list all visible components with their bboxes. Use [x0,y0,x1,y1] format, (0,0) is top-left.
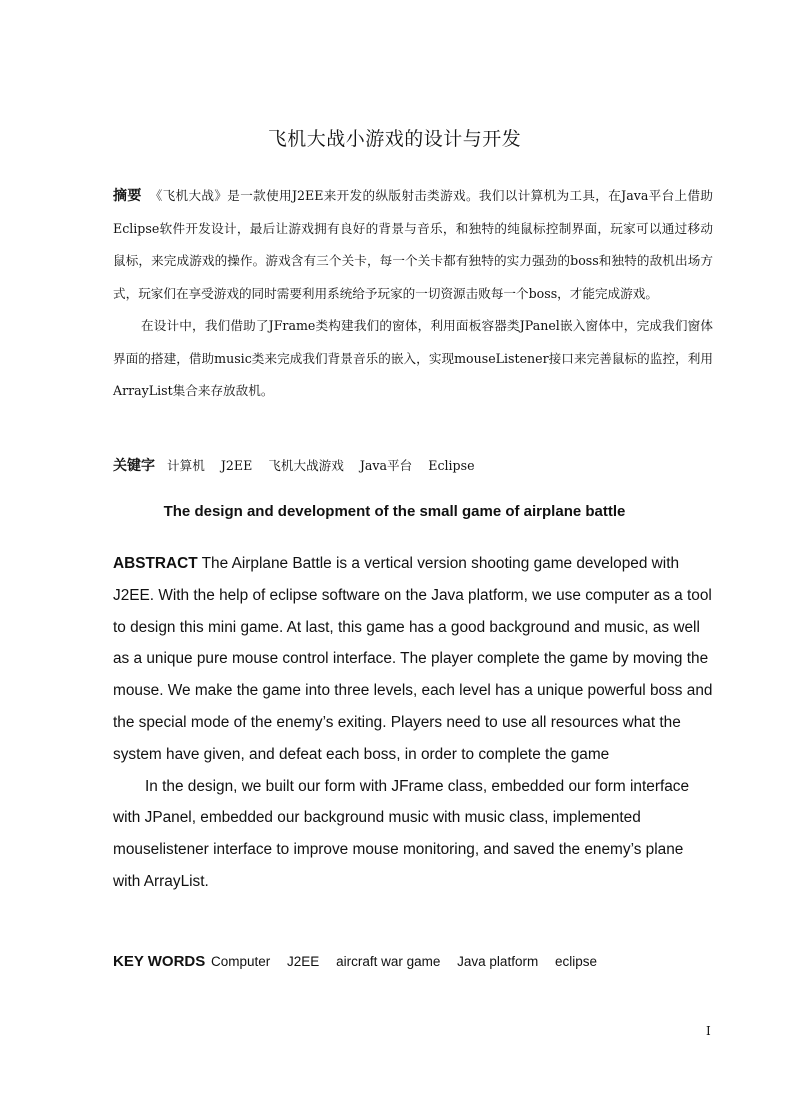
chinese-keyword: Java平台 [359,458,413,473]
chinese-keyword: J2EE [220,458,253,473]
page-number: I [706,1024,711,1038]
chinese-keyword: Eclipse [428,458,475,473]
chinese-abstract-label: 摘要 [113,188,142,204]
english-keyword: Java platform [457,954,539,969]
english-abstract [113,548,713,898]
chinese-keyword: 飞机大战游戏 [268,458,344,473]
english-keyword: eclipse [554,954,597,969]
english-keyword: aircraft war game [336,954,441,969]
english-abstract-paragraph-1 [113,548,713,771]
english-keyword: Computer [211,954,271,969]
chinese-keywords-label: 关键字 [113,458,155,474]
english-keywords [113,950,733,974]
english-abstract-paragraph-2: In the design, we built our form with JFrame class, embedded our form interface with JPanel, embedded our background music with music class, implemented mouselistener interface to improve mouse monitoring, and saved the enemy’s plane with ArrayList. [113,777,690,890]
chinese-keywords [113,454,713,478]
english-abstract-text-1: The Airplane Battle is a vertical version shooting game developed with J2EE. With the help of eclipse software on the Java platform, we use computer as a tool to design this mini game. At last, this game has a good background and music, as well as a unique pure mouse control interface. The player complete the game by moving the mouse. We make the game into three levels, each level has a unique powerful boss and the special mode of the enemy’s exiting. Players need to use all resources what the system have given, and defeat each boss, in order to complete the game [113,555,713,763]
chinese-abstract-paragraph-2: 在设计中，我们借助了JFrame类构建我们的窗体，利用面板容器类JPanel嵌入窗体中，完成我们窗体界面的搭建，借助music类来完成我们背景音乐的嵌入，实现mouseListener接口来完善鼠标的监控，利用ArrayList集合来存放敌机。 [113,318,713,398]
chinese-abstract-paragraph-1 [113,180,713,310]
chinese-abstract-text-1: 《飞机大战》是一款使用J2EE来开发的纵版射击类游戏。我们以计算机为工具，在Java平台上借助Eclipse软件开发设计，最后让游戏拥有良好的背景与音乐，和独特的纯鼠标控制界面，玩家可以通过移动鼠标，来完成游戏的操作。游戏含有三个关卡，每一个关卡都有独特的实力强劲的boss和独特的敌机出场方式，玩家们在享受游戏的同时需要利用系统给予玩家的一切资源击败每一个boss，才能完成游戏。 [113,188,713,301]
english-abstract-label: ABSTRACT [113,555,198,572]
chinese-keyword: 计算机 [167,458,205,473]
chinese-title: 飞机大战小游戏的设计与开发 [267,128,522,150]
english-keyword: J2EE [287,954,320,969]
english-title: The design and development of the small game of airplane battle [163,503,626,520]
english-keywords-label: KEY WORDS [113,953,206,970]
chinese-abstract [113,180,713,408]
